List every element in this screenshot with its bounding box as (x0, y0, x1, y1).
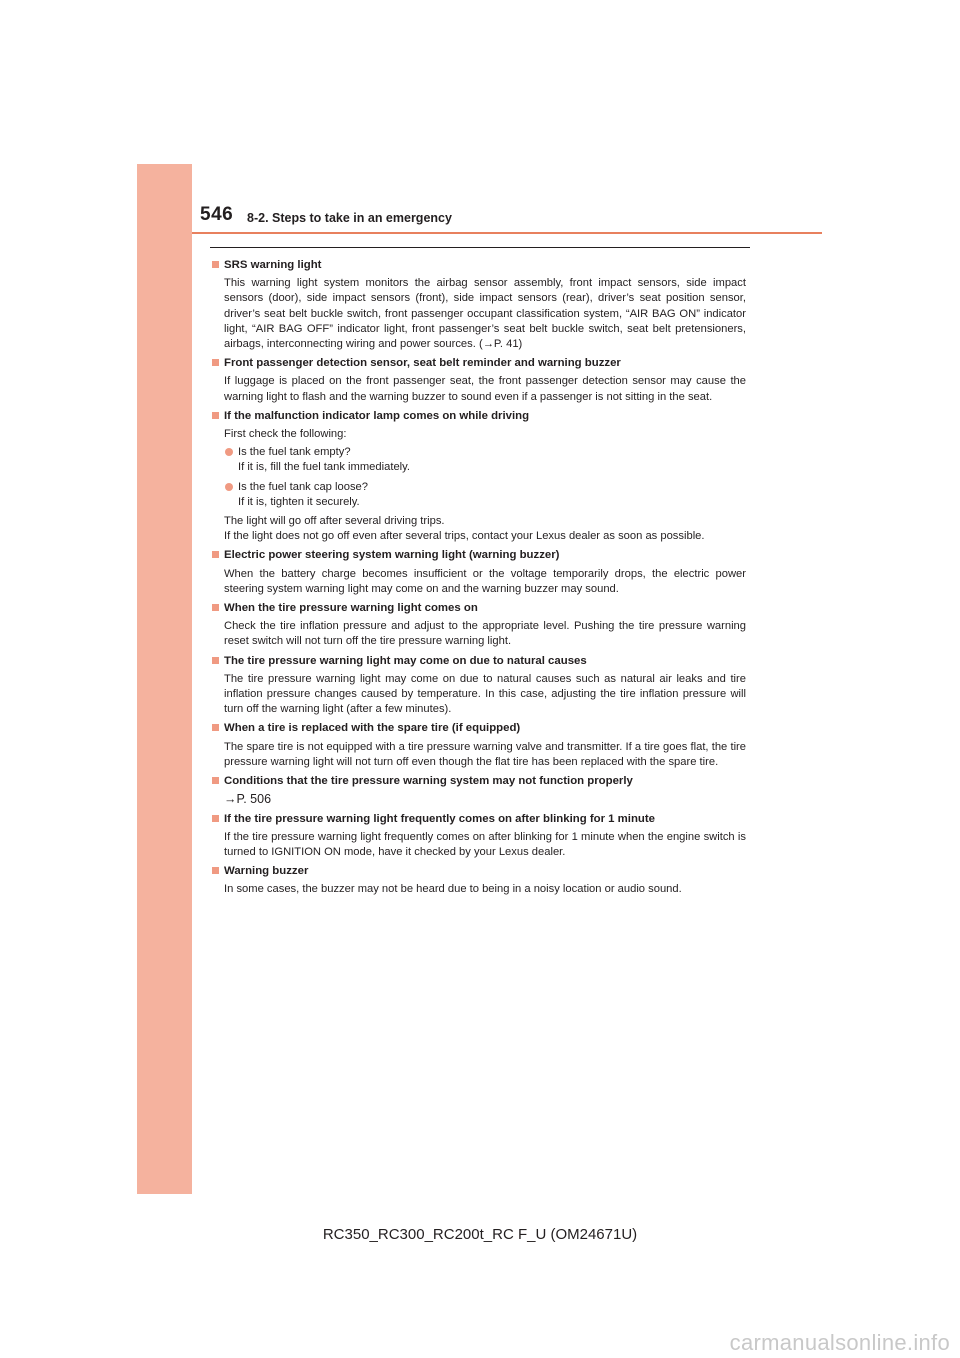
item-blinking (212, 812, 746, 861)
circle-bullet-icon (225, 448, 233, 456)
content (212, 258, 746, 902)
bullet-answer: If it is, fill the fuel tank immediately. (238, 461, 411, 474)
square-bullet-icon (212, 777, 219, 784)
bullet-item (212, 445, 746, 475)
item-malfunction-indicator (212, 409, 746, 545)
item-note: The light will go off after several driving trips. (224, 515, 445, 528)
item-title: Warning buzzer (224, 865, 309, 878)
item-spare-tire (212, 721, 746, 770)
item-system-conditions (212, 774, 746, 807)
content-rule (210, 247, 750, 248)
item-title: If the tire pressure warning light frequently comes on after blinking for 1 minute (224, 812, 656, 825)
item-body: When the battery charge becomes insufficient or the voltage temporarily drops, the electric power steering system warning light may come on and the warning buzzer may sound. (224, 567, 746, 595)
square-bullet-icon (212, 412, 219, 419)
bullet-question: Is the fuel tank empty? (238, 446, 351, 459)
item-passenger-detection (212, 356, 746, 405)
square-bullet-icon (212, 724, 219, 731)
item-body: If luggage is placed on the front passenger seat, the front passenger detection sensor may cause the warning light to flash and the warning buzzer to sound even if a passenger is not sitting in the seat. (224, 375, 746, 403)
item-title: The tire pressure warning light may come on due to natural causes (224, 654, 587, 667)
item-body: This warning light system monitors the airbag sensor assembly, front impact sensors, side impact sensors (door), side impact sensors (front), side impact sensors (rear), driver’s seat position sensor, driver’s seat belt buckle switch, front passenger occupant classification system, “AIR BAG ON” indicator light, “AIR BAG OFF” indicator light, front passenger’s seat belt buckle switch, seat belt pretensioners, airbags, interconnecting wiring and power sources. (→P. 41) (224, 277, 746, 351)
watermark: carmanualsonline.info (729, 1330, 950, 1355)
square-bullet-icon (212, 551, 219, 558)
square-bullet-icon (212, 657, 219, 664)
side-tab (137, 164, 192, 1194)
bullet-item (212, 480, 746, 510)
page-number: 546 (200, 204, 234, 225)
item-srs-warning-light (212, 258, 746, 352)
square-bullet-icon (212, 604, 219, 611)
square-bullet-icon (212, 815, 219, 822)
item-body: The spare tire is not equipped with a tire pressure warning valve and transmitter. If a tire goes flat, the tire pressure warning light will not turn off even though the flat tire has been replaced with the spare tire. (224, 740, 746, 768)
item-natural-causes (212, 654, 746, 718)
page-reference: →P. 506 (224, 792, 272, 807)
item-title: If the malfunction indicator lamp comes on while driving (224, 409, 530, 422)
item-power-steering (212, 548, 746, 597)
item-body: Check the tire inflation pressure and adjust to the appropriate level. Pushing the tire pressure warning reset switch will not turn off the tire pressure warning light. (224, 620, 746, 648)
item-tire-pressure-light (212, 601, 746, 650)
bullet-question: Is the fuel tank cap loose? (238, 480, 368, 493)
item-title: Electric power steering system warning light (warning buzzer) (224, 549, 560, 562)
footer-model-code: RC350_RC300_RC200t_RC F_U (OM24671U) (322, 1226, 638, 1243)
item-title: Conditions that the tire pressure warning system may not function properly (224, 775, 633, 788)
square-bullet-icon (212, 261, 219, 268)
section-title: 8-2. Steps to take in an emergency (247, 211, 452, 225)
item-body: If the tire pressure warning light frequently comes on after blinking for 1 minute when the engine switch is turned to IGNITION ON mode, have it checked by your Lexus dealer. (224, 830, 746, 858)
square-bullet-icon (212, 867, 219, 874)
item-title: SRS warning light (224, 259, 322, 271)
item-body: The tire pressure warning light may come on due to natural causes such as natural air leaks and tire inflation pressure changes caused by temperature. In this case, adjusting the tire inflation pressure will turn off the warning light (after a few minutes). (224, 672, 746, 716)
item-title: When the tire pressure warning light comes on (224, 602, 478, 615)
square-bullet-icon (212, 359, 219, 366)
item-body: In some cases, the buzzer may not be heard due to being in a noisy location or audio sound. (224, 883, 682, 896)
item-intro: First check the following: (224, 428, 347, 441)
item-title: When a tire is replaced with the spare tire (if equipped) (224, 722, 521, 735)
item-note: If the light does not go off even after several trips, contact your Lexus dealer as soon as possible. (224, 530, 705, 543)
circle-bullet-icon (225, 483, 233, 491)
bullet-answer: If it is, tighten it securely. (238, 495, 360, 508)
item-title: Front passenger detection sensor, seat belt reminder and warning buzzer (224, 357, 621, 370)
header-rule (192, 232, 822, 234)
item-warning-buzzer (212, 864, 746, 897)
